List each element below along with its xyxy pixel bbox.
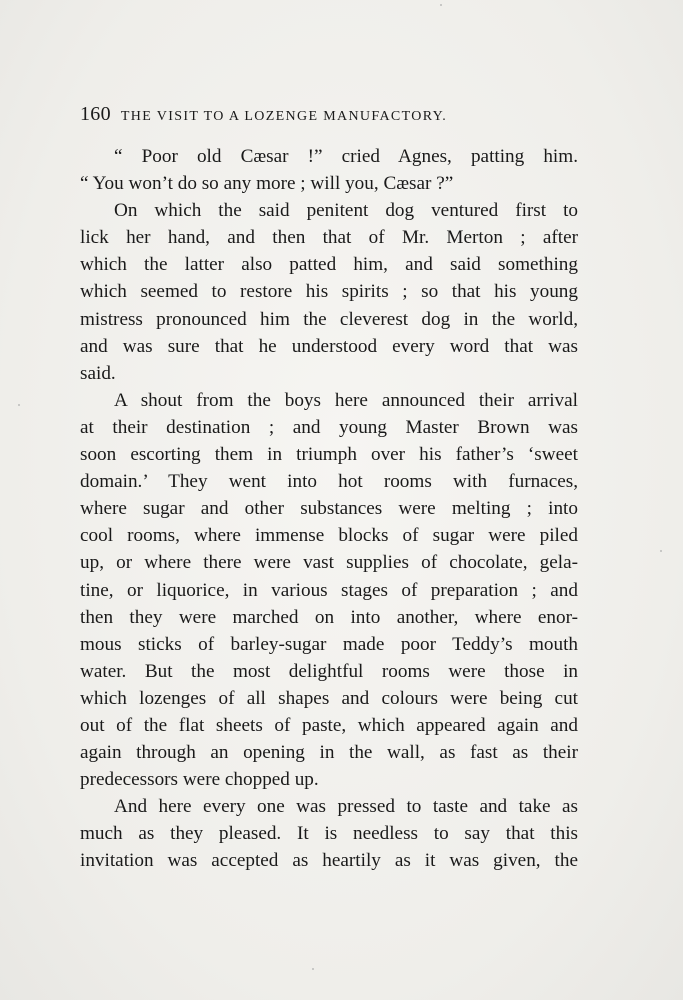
- text-line: “ Poor old Cæsar !” cried Agnes, patting him.: [114, 146, 578, 167]
- paper-speck: [660, 550, 662, 552]
- page-number: 160: [80, 103, 111, 125]
- text-line: out of the flat sheets of paste, which appeared again and: [80, 714, 578, 736]
- paper-speck: [440, 4, 442, 6]
- text-line: which lozenges of all shapes and colours were being cut: [80, 687, 578, 709]
- text-line: which the latter also patted him, and said something: [80, 254, 578, 276]
- text-line: then they were marched on into another, where enor-: [80, 606, 578, 628]
- text-line: lick her hand, and then that of Mr. Merton ; after: [80, 227, 578, 249]
- text-line: cool rooms, where immense blocks of sugar were piled: [80, 525, 578, 547]
- text-line: at their destination ; and young Master Brown was: [80, 416, 578, 438]
- text-line: mous sticks of barley-sugar made poor Teddy’s mouth: [80, 633, 578, 655]
- text-line: mistress pronounced him the cleverest dog in the world,: [80, 308, 578, 330]
- running-head-title: THE VISIT TO A LOZENGE MANUFACTORY.: [120, 109, 448, 124]
- running-head: [80, 103, 580, 127]
- text-line: up, or where there were vast supplies of chocolate, gela-: [80, 552, 578, 574]
- text-line: predecessors were chopped up.: [80, 769, 319, 791]
- paper-speck: [312, 968, 314, 970]
- text-line: where sugar and other substances were melting ; into: [80, 498, 578, 520]
- text-line: said.: [80, 362, 116, 384]
- paper-speck: [18, 404, 20, 406]
- text-line: On which the said penitent dog ventured first to: [114, 200, 578, 222]
- body-text: [80, 143, 578, 875]
- text-line: invitation was accepted as heartily as it was given, the: [80, 850, 578, 872]
- text-line: water. But the most delightful rooms were those in: [80, 660, 578, 682]
- text-line: And here every one was pressed to taste and take as: [114, 796, 578, 818]
- text-line: again through an opening in the wall, as fast as their: [80, 742, 578, 764]
- text-line: soon escorting them in triumph over his father’s ‘sweet: [80, 444, 578, 466]
- text-line: tine, or liquorice, in various stages of preparation ; and: [80, 579, 578, 601]
- text-line: and was sure that he understood every word that was: [80, 335, 578, 357]
- text-line: A shout from the boys here announced their arrival: [114, 389, 578, 411]
- text-line: domain.’ They went into hot rooms with furnaces,: [80, 471, 578, 493]
- text-line: “ You won’t do so any more ; will you, Cæsar ?”: [80, 173, 454, 195]
- text-line: which seemed to restore his spirits ; so that his young: [80, 281, 578, 303]
- text-line: much as they pleased. It is needless to say that this: [80, 823, 578, 845]
